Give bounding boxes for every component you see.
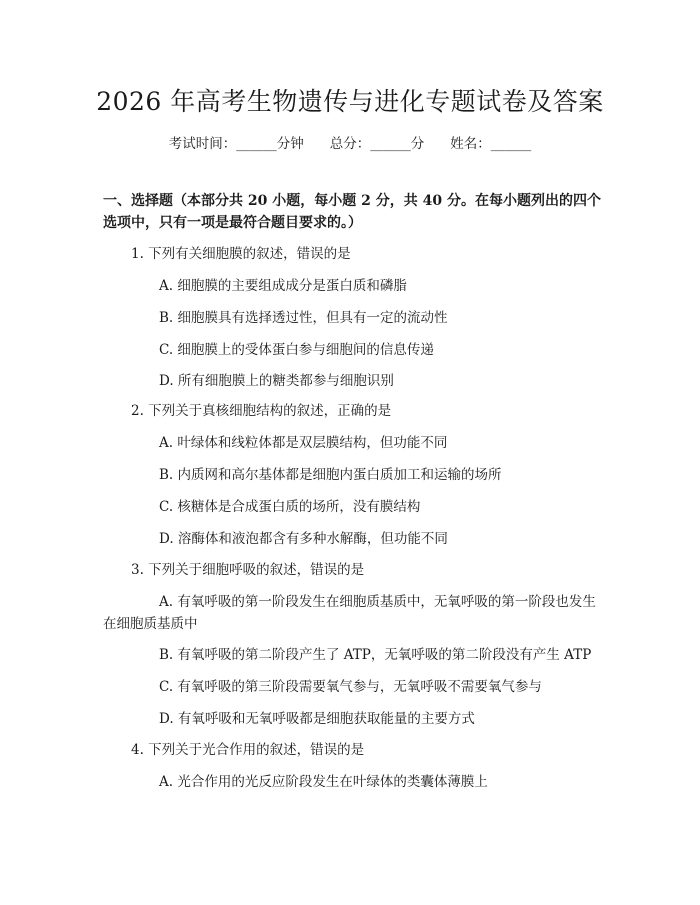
exam-info-line bbox=[0, 132, 700, 152]
question-option: A. 有氧呼吸的第一阶段发生在细胞质基质中，无氧呼吸的第一阶段也发生在细胞质基质中 bbox=[103, 594, 596, 632]
page-title: 2026 年高考生物遗传与进化专题试卷及答案 bbox=[96, 87, 604, 116]
question-option: A. 细胞膜的主要组成成分是蛋白质和磷脂 bbox=[159, 278, 407, 294]
question-option: C. 细胞膜上的受体蛋白参与细胞间的信息传递 bbox=[159, 342, 434, 358]
exam-time-field: 考试时间：______分钟 bbox=[168, 136, 304, 152]
question-stem: 2. 下列关于真核细胞结构的叙述，正确的是 bbox=[131, 403, 392, 419]
student-name-field: 姓名：______ bbox=[450, 136, 532, 152]
question-option: B. 细胞膜具有选择透过性，但具有一定的流动性 bbox=[159, 310, 448, 326]
section-header: 一、选择题（本部分共 20 小题，每小题 2 分，共 40 分。在每小题列出的四个选项中，只有一项是最符合题目要求的。） bbox=[103, 193, 601, 231]
question-option: B. 内质网和高尔基体都是细胞内蛋白质加工和运输的场所 bbox=[159, 467, 502, 483]
question-option: B. 有氧呼吸的第二阶段产生了 ATP，无氧呼吸的第二阶段没有产生 ATP bbox=[159, 647, 592, 663]
question-option: C. 有氧呼吸的第三阶段需要氧气参与，无氧呼吸不需要氧气参与 bbox=[159, 679, 542, 695]
question-option: A. 光合作用的光反应阶段发生在叶绿体的类囊体薄膜上 bbox=[159, 774, 488, 790]
question-option: A. 叶绿体和线粒体都是双层膜结构，但功能不同 bbox=[159, 435, 448, 451]
question-option: D. 有氧呼吸和无氧呼吸都是细胞获取能量的主要方式 bbox=[159, 711, 475, 727]
total-score-field: 总分：______分 bbox=[329, 136, 425, 152]
question-stem: 3. 下列关于细胞呼吸的叙述，错误的是 bbox=[131, 562, 365, 578]
question-stem: 4. 下列关于光合作用的叙述，错误的是 bbox=[131, 742, 365, 758]
question-option: C. 核糖体是合成蛋白质的场所，没有膜结构 bbox=[159, 499, 421, 515]
question-stem: 1. 下列有关细胞膜的叙述，错误的是 bbox=[131, 246, 351, 262]
question-option: D. 所有细胞膜上的糖类都参与细胞识别 bbox=[159, 373, 394, 389]
question-option: D. 溶酶体和液泡都含有多种水解酶，但功能不同 bbox=[159, 531, 448, 547]
